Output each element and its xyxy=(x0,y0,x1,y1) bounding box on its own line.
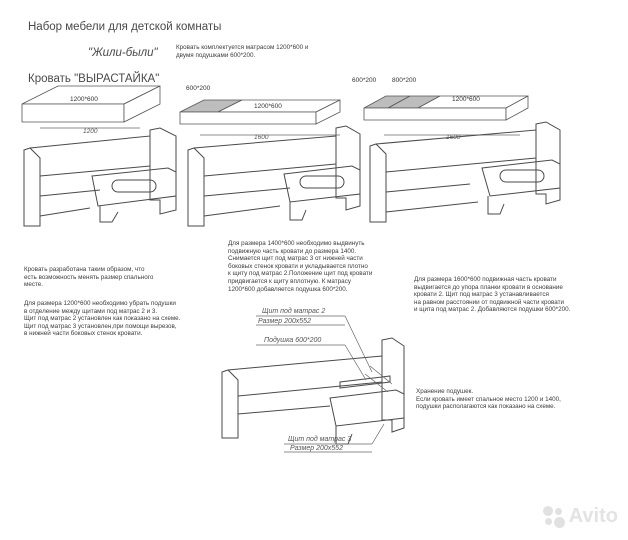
avito-logo-icon xyxy=(543,506,565,528)
mattress-1200x600 xyxy=(22,86,160,122)
title-line-3: Кровать "ВЫРАСТАЙКА" xyxy=(28,73,160,85)
pillow-label: Подушка 600*200 xyxy=(264,337,322,344)
title-line-1: Набор мебели для детской комнаты xyxy=(28,21,222,33)
shield-3-label: Щит под матрас 3 xyxy=(288,436,352,443)
note-intro-convertible: Кровать разработана таким образом, что есть возможность менять размер спального месте. xyxy=(24,266,154,289)
note-size-1600: Для размера 1600*600 подвижная часть кровати выдвигается до упора планки кровати в основание кровати 2. Щит под матрас 3 устанавливается на равном расстоянии от подвижной части кровати и щита под матрас 2. Добавляются подушки 600*200. xyxy=(414,276,571,314)
bed-1-length: 1200 xyxy=(83,128,98,135)
mattress-1200x600-with-two-pillows xyxy=(352,77,528,120)
bed-1600-extended xyxy=(370,122,560,222)
note-size-1400: Для размера 1400*600 необходимо выдвинуть подвижную часть кровати до размера 1400. Снимается щит под матрас 3 от нижней части боковых стенок кровати и укладывается плотно к щиту под матрас 2.Положение щит под кровати придвигается к щиту вплотную. К матрасу 1200*600 добавляется подушка 600*200. xyxy=(228,240,373,293)
avito-watermark xyxy=(543,505,618,528)
bed-1200 xyxy=(24,128,176,226)
watermark-text: Avito xyxy=(568,505,618,527)
bed-2-length: 1600 xyxy=(254,134,269,141)
note-pillow-storage: Хранение подушек. Если кровать имеет спальное место 1200 и 1400, подушки располагаются как показано на схеме. xyxy=(416,388,561,411)
mattress-3-pillow-a-label: 600*200 xyxy=(352,77,377,84)
mattress-1-label: 1200*600 xyxy=(70,96,98,103)
mattress-3-pillow-b-label: 800*200 xyxy=(392,77,417,84)
shield-2-size: Размер 200х552 xyxy=(258,318,311,325)
mattress-3-main-label: 1200*600 xyxy=(452,96,480,103)
bed-1600 xyxy=(188,126,360,226)
intro-note: Кровать комплектуется матрасом 1200*600 и двумя подушками 600*200. xyxy=(176,44,309,59)
mattress-2-main-label: 1200*600 xyxy=(254,103,282,110)
mattress-2-pillow-label: 600*200 xyxy=(186,85,211,92)
mattress-1200x600-with-pillow xyxy=(180,85,340,124)
shield-3-size: Размер 200х552 xyxy=(290,445,343,452)
shield-2-label: Щит под матрас 2 xyxy=(262,308,326,315)
bed-3-length: 1600 xyxy=(446,134,461,141)
note-size-1200: Для размера 1200*600 необходимо убрать подушки в отделение между щитами под матрас 2 и 3. Щит под матрас 2 установлен как показано на схеме. Щит под матрас 3 установлен,при помощи вырезов, в нижней части боковых стенок кровати. xyxy=(24,300,181,338)
title-line-2: "Жили-были" xyxy=(88,47,158,59)
